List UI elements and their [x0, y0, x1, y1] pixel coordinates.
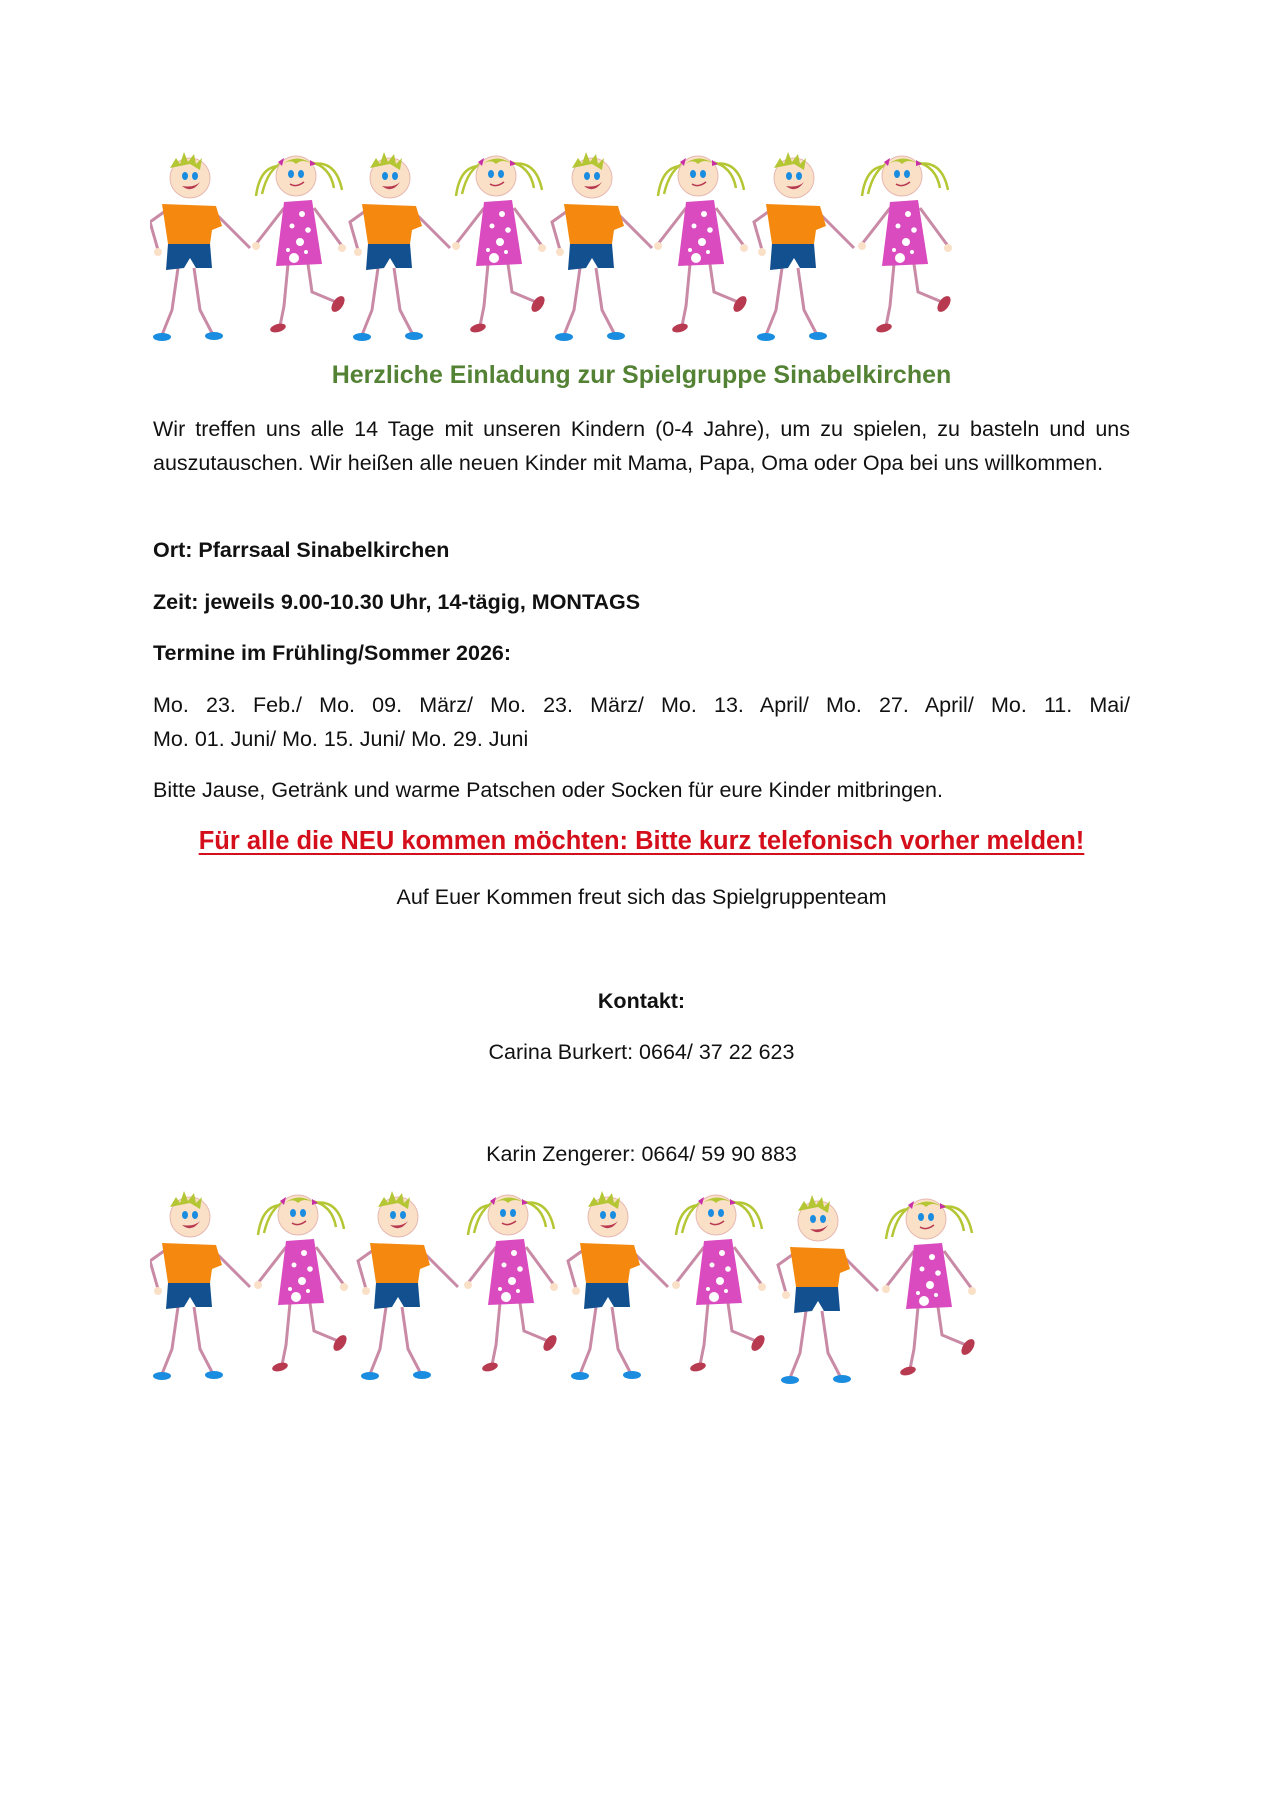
page-title: Herzliche Einladung zur Spielgruppe Sinabelkirchen — [331, 361, 952, 389]
location-line: Ort: Pfarrsaal Sinabelkirchen — [153, 538, 450, 562]
intro-paragraph: Wir treffen uns alle 14 Tage mit unseren Kindern (0-4 Jahre), um zu spielen, zu basteln und uns auszutauschen. Wir heißen alle neuen Kinder mit Mama, Papa, Oma oder Opa bei uns willkommen. — [153, 417, 1130, 475]
contact-heading: Kontakt: — [597, 989, 686, 1013]
dates-list — [153, 688, 1130, 756]
dates-line-1: Mo. 23. Feb./ Mo. 09. März/ Mo. 23. März/ Mo. 13. April/ Mo. 27. April/ Mo. 11. Mai/ — [153, 693, 1130, 717]
closing-line: Auf Euer Kommen freut sich das Spielgruppenteam — [396, 885, 887, 909]
children-illustration — [150, 150, 1090, 342]
children-illustration — [150, 1185, 1125, 1390]
contact-karin-zengerer: Karin Zengerer: 0664/ 59 90 883 — [486, 1142, 797, 1166]
time-line: Zeit: jeweils 9.00-10.30 Uhr, 14-tägig, MONTAGS — [153, 590, 641, 614]
children-banner-top — [150, 150, 1090, 342]
contact-carina-burkert: Carina Burkert: 0664/ 37 22 623 — [488, 1040, 795, 1064]
dates-line-2: Mo. 01. Juni/ Mo. 15. Juni/ Mo. 29. Juni — [153, 727, 529, 751]
bring-note: Bitte Jause, Getränk und warme Patschen oder Socken für eure Kinder mitbringen. — [153, 778, 943, 802]
dates-heading: Termine im Frühling/Sommer 2026: — [153, 641, 512, 665]
children-banner-bottom — [150, 1185, 1125, 1390]
new-members-notice: Für alle die NEU kommen möchten: Bitte kurz telefonisch vorher melden! — [198, 827, 1085, 855]
